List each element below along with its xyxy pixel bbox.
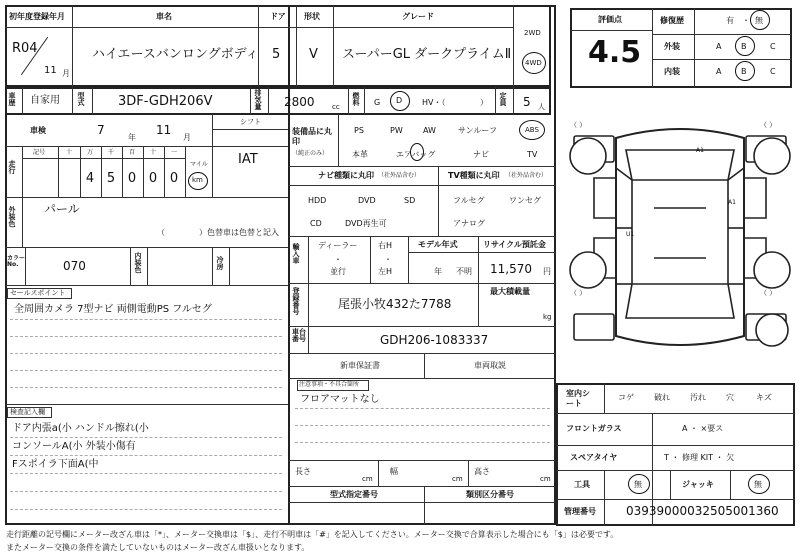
tv-fullseg: フルセグ	[453, 196, 485, 205]
equip-leather: 本革	[352, 150, 368, 159]
km-label: km	[192, 176, 203, 184]
seat-label: 室内シート	[566, 389, 590, 408]
displacement-label: 排気量	[254, 89, 262, 110]
usage-value: 自家用	[30, 95, 60, 106]
car-name-label: 車名	[156, 12, 172, 21]
inspection-label: 車検	[30, 126, 46, 135]
row2-box	[5, 87, 551, 115]
width-unit: cm	[452, 475, 463, 483]
seat-option-1: 破れ	[654, 393, 670, 402]
capacity-label: 定員	[499, 92, 507, 106]
length-unit: cm	[362, 475, 373, 483]
interior-label: 内装	[664, 67, 680, 76]
displacement-unit: cc	[332, 103, 340, 111]
diagram-mark-2: U1	[626, 231, 635, 238]
spare-options: T ・ 修理 KIT ・ 欠	[664, 453, 735, 462]
interior-color-label: 内装色	[134, 252, 142, 273]
plate-label: 登録番号	[292, 287, 300, 315]
footer-note-1: 走行距離の記号欄にメーター改ざん車は「*」、メーター交換車は「$」、走行不明車は「#」を記入してください。メーター交換で合算表示した場合にも「$」は必要です。	[6, 530, 619, 539]
grade-label: グレード	[402, 12, 434, 21]
color-value: パール	[44, 202, 80, 216]
navi-label: ナビ種類に丸印	[318, 171, 374, 180]
equip-abs: ABS	[525, 126, 539, 134]
repair-dot: ・	[742, 16, 750, 25]
max-load-unit: kg	[543, 313, 552, 321]
drive-2wd: 2WD	[524, 29, 541, 37]
interior-c: C	[770, 67, 776, 76]
navi-hdd: HDD	[308, 196, 327, 205]
equip-sub: （純正のみ）	[292, 150, 329, 157]
car-body-diagram	[564, 108, 796, 370]
reg-era-year: R04	[12, 41, 38, 56]
inspection-year: 7	[97, 123, 105, 137]
windshield-label: フロントガラス	[566, 424, 622, 433]
exterior-c: C	[770, 42, 776, 51]
equip-label: 装備品に丸印	[292, 127, 332, 146]
model-year-unknown: 不明	[456, 267, 472, 276]
interior-b: B	[741, 67, 747, 76]
seat-option-2: 汚れ	[690, 393, 706, 402]
mileage-unit-5: 一	[171, 149, 178, 156]
mgmt-label: 管理番号	[564, 507, 596, 516]
seat-option-3: 穴	[726, 393, 734, 402]
model-label: 型式	[77, 92, 85, 106]
mm-tr: （ ）	[760, 121, 777, 129]
diagram-mark-1: A1	[728, 199, 736, 206]
mileage-unit-4: 十	[150, 149, 157, 156]
equip-tv: TV	[527, 150, 538, 159]
footer-note-2: またメーター交換の条件を満たしていないものはメーター改ざん車扱いとなります。	[6, 543, 310, 552]
interior-a: A	[716, 67, 722, 76]
tools-value: 無	[634, 480, 642, 489]
navi-dvd: DVD	[358, 196, 376, 205]
navi-dvd-play: DVD再生可	[345, 219, 387, 228]
exterior-label: 外装	[664, 42, 680, 51]
sales-point-text: 全周囲カメラ 7型ナビ 両側電動PS フルセグ	[14, 304, 212, 315]
color-note-open: （	[157, 228, 165, 237]
type-designation-label: 型式指定番号	[330, 490, 378, 499]
recycle-unit: 円	[543, 267, 551, 276]
navi-cd: CD	[310, 219, 322, 228]
inspection-month-unit: 月	[183, 133, 191, 142]
inspection-year-unit: 年	[128, 133, 136, 142]
jack-value: 無	[754, 480, 762, 489]
dealer-parallel: 並行	[330, 267, 346, 276]
width-label: 幅	[390, 467, 398, 476]
mileage-digit-3: 0	[148, 171, 158, 186]
model-value: 3DF-GDH206V	[118, 94, 213, 109]
chassis-label: 車台番号	[292, 328, 306, 343]
mileage-unit-3: 百	[129, 149, 136, 156]
mileage-unit-1: 万	[87, 149, 94, 156]
right-h: 右H	[378, 241, 393, 250]
shape-label: 形状	[304, 12, 320, 21]
chassis-value: GDH206-1083337	[380, 333, 489, 347]
recycle-label: リサイクル預託金	[483, 240, 546, 249]
seat-option-4: キズ	[756, 393, 772, 402]
navi-sub: （社外品含む）	[378, 172, 421, 179]
tv-analog: アナログ	[453, 219, 485, 228]
spare-label: スペアタイヤ	[570, 453, 618, 462]
repair-yes: 有	[726, 16, 734, 25]
score-value: 4.5	[588, 35, 642, 70]
door-value: 5	[272, 47, 281, 62]
plate-value: 尾張小牧432た7788	[338, 297, 452, 311]
dealer-label: ディーラー	[318, 241, 358, 250]
equip-navi: ナビ	[473, 150, 489, 159]
tv-sub: （社外品含む）	[505, 172, 548, 179]
tools-label: 工具	[574, 480, 590, 489]
capacity-unit: 人	[538, 103, 545, 111]
tv-oneseg: ワンセグ	[509, 196, 541, 205]
cold-label: 冷房	[216, 256, 224, 270]
category-label: 類別区分番号	[466, 490, 514, 499]
mileage-digit-4: 0	[169, 171, 179, 186]
inspector-label: 検査記入欄	[10, 408, 45, 416]
inspector-line-2: Fスポイラ下面A(中	[12, 459, 99, 470]
model-year-label: モデル年式	[418, 240, 458, 249]
reg-year-label: 初年度登録年月	[9, 12, 65, 21]
rl-dot: ・	[384, 255, 392, 264]
notes-value: フロアマットなし	[300, 394, 380, 405]
jack-label: ジャッキ	[682, 480, 714, 489]
mileage-mark-label: 記号	[33, 149, 46, 156]
seat-option-0: コゲ	[618, 393, 634, 402]
color-no-value: 070	[63, 259, 86, 273]
manual-label: 車両取説	[474, 361, 506, 370]
mm-tl: （ ）	[570, 121, 587, 129]
length-label: 長さ	[295, 467, 311, 476]
inspector-line-1: コンソールA(小 外装小傷有	[12, 441, 136, 452]
sales-point-label: セールスポイント	[10, 289, 66, 297]
door-label: ドア	[270, 12, 286, 21]
fuel-d: D	[396, 96, 403, 105]
left-h: 左H	[378, 267, 393, 276]
fuel-label: 燃料	[352, 92, 360, 106]
inspector-line-0: ドア内張a(小 ハンドル擦れ(小	[12, 423, 149, 434]
drive-4wd: 4WD	[525, 59, 542, 67]
equip-pw: PW	[390, 126, 403, 135]
color-no-label: カラーNo.	[7, 255, 26, 268]
mileage-unit-2: 千	[108, 149, 115, 156]
mile-label: マイル	[190, 161, 208, 168]
equip-aw: AW	[423, 126, 436, 135]
fuel-hv: HV・（	[422, 98, 446, 107]
reg-month-unit: 月	[62, 69, 70, 78]
equip-ps: PS	[354, 126, 364, 135]
color-note-close: ）色替車は色替と記入	[199, 228, 279, 237]
score-label: 評価点	[598, 15, 622, 24]
equip-sunroof: サンルーフ	[458, 126, 497, 135]
mileage-digit-1: 5	[106, 171, 116, 186]
car-name: ハイエースバンロングボディ	[92, 47, 259, 62]
mileage-digit-2: 0	[127, 171, 137, 186]
mileage-label: 走行	[8, 160, 16, 174]
mm-br: （ ）	[760, 289, 777, 297]
model-year-unit: 年	[434, 267, 442, 276]
tv-label: TV種類に丸印	[448, 171, 500, 180]
mileage-digit-0: 4	[85, 171, 95, 186]
equip-airbag: エアバッグ	[396, 150, 436, 159]
mileage-unit-0: 十	[66, 149, 73, 156]
max-load-label: 最大積載量	[490, 287, 530, 296]
grade-value: スーパーGL ダークプライムⅡ	[342, 47, 512, 62]
mm-bl: （ ）	[570, 289, 587, 297]
exterior-b: B	[741, 42, 747, 51]
dealer-dot: ・	[334, 255, 342, 264]
warranty-label: 新車保証書	[340, 361, 380, 370]
navi-sd: SD	[404, 196, 416, 205]
height-label: 高さ	[474, 467, 490, 476]
repair-no: 無	[755, 16, 763, 25]
mgmt-value: 03939000032505001360	[626, 504, 779, 518]
exterior-a: A	[716, 42, 722, 51]
displacement-value: 2800	[284, 95, 315, 109]
shift-value: IAT	[238, 152, 258, 167]
shift-label: シフト	[240, 118, 261, 126]
reg-month: 11	[44, 65, 57, 76]
import-label: 輸入車	[292, 243, 300, 264]
capacity-value: 5	[523, 95, 531, 109]
fuel-close: ）	[480, 98, 488, 107]
color-label: 外装色	[8, 206, 16, 227]
notes-label: 注意事項・不具合箇所	[299, 381, 360, 388]
usage-label: 車歴	[8, 92, 16, 106]
inspection-month: 11	[156, 123, 172, 137]
repair-label: 修復歴	[660, 16, 684, 25]
fuel-g: G	[374, 98, 381, 107]
height-unit: cm	[540, 475, 551, 483]
diagram-mark-0: A1	[696, 147, 704, 154]
shape-value: V	[309, 47, 318, 62]
recycle-value: 11,570	[490, 262, 532, 276]
windshield-options: A ・ ×要ス	[682, 424, 724, 433]
